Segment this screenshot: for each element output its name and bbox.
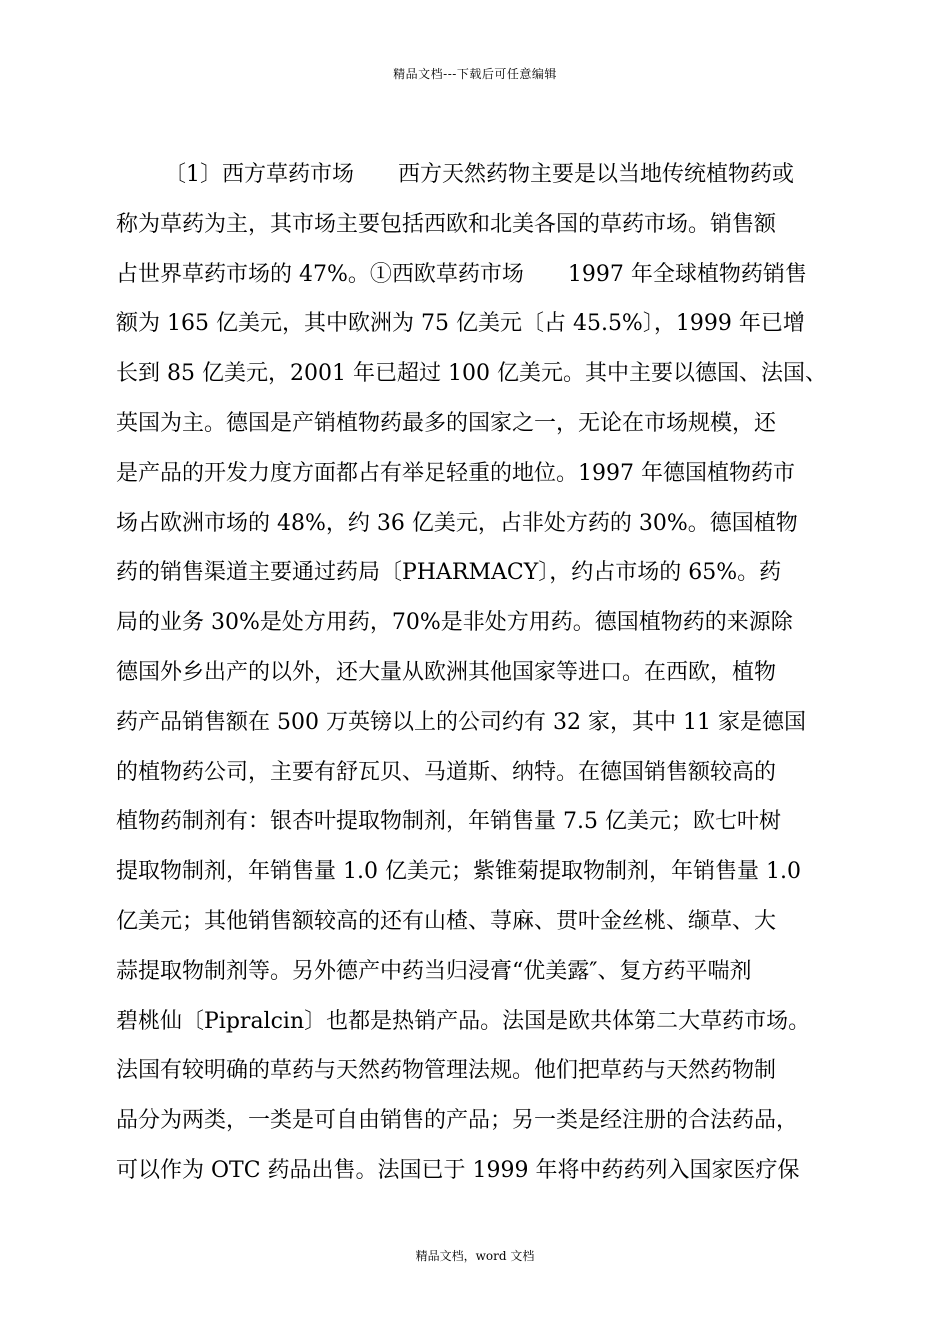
body-line: 额为 165 亿美元，其中欧洲为 75 亿美元〔占 45.5%〕，1999 年已增	[116, 311, 805, 337]
body-line: 是产品的开发力度方面都占有举足轻重的地位。1997 年德国植物药市	[116, 460, 795, 486]
body-line: 英国为主。德国是产销植物药最多的国家之一，无论在市场规模，还	[116, 410, 777, 436]
body-line: 蒜提取物制剂等。另外德产中药当归浸膏“优美露″、复方药平喘剂	[116, 958, 752, 984]
body-line: 占世界草药市场的 47%。①西欧草药市场 1997 年全球植物药销售	[116, 261, 807, 287]
body-line: 品分为两类，一类是可自由销售的产品；另一类是经注册的合法药品，	[116, 1108, 799, 1134]
body-line: 局的业务 30%是处方用药，70%是非处方用药。德国植物药的来源除	[116, 610, 793, 636]
page-footer: 精品文档，word 文档	[415, 1249, 535, 1263]
body-line: 提取物制剂，年销售量 1.0 亿美元；紫锥菊提取物制剂，年销售量 1.0	[116, 859, 801, 885]
body-line: 可以作为 OTC 药品出售。法国已于 1999 年将中药药列入国家医疗保	[116, 1157, 800, 1183]
body-line: 〔1〕西方草药市场 西方天然药物主要是以当地传统植物药或	[164, 162, 794, 187]
body-line: 场占欧洲市场的 48%，约 36 亿美元，占非处方药的 30%。德国植物	[116, 510, 798, 536]
page-header: 精品文档---下载后可任意编辑	[393, 67, 557, 81]
body-line: 法国有较明确的草药与天然药物管理法规。他们把草药与天然药物制	[116, 1058, 777, 1084]
body-line: 长到 85 亿美元，2001 年已超过 100 亿美元。其中主要以德国、法国、	[116, 361, 827, 387]
body-line: 药产品销售额在 500 万英镑以上的公司约有 32 家，其中 11 家是德国	[116, 709, 806, 735]
body-line: 称为草药为主，其市场主要包括西欧和北美各国的草药市场。销售额	[116, 211, 777, 237]
body-line: 的植物药公司，主要有舒瓦贝、马道斯、纳特。在德国销售额较高的	[116, 759, 777, 785]
body-line: 亿美元；其他销售额较高的还有山楂、荨麻、贯叶金丝桃、缬草、大	[116, 908, 777, 934]
body-line: 药的销售渠道主要通过药局〔PHARMACY〕，约占市场的 65%。药	[116, 560, 782, 586]
body-line: 德国外乡出产的以外，还大量从欧洲其他国家等进口。在西欧，植物	[116, 659, 777, 685]
document-body	[116, 150, 840, 1196]
body-line: 碧桃仙〔Pipralcin〕也都是热销产品。法国是欧共体第二大草药市场。	[116, 1008, 811, 1034]
body-line: 植物药制剂有：银杏叶提取物制剂，年销售量 7.5 亿美元；欧七叶树	[116, 809, 781, 835]
